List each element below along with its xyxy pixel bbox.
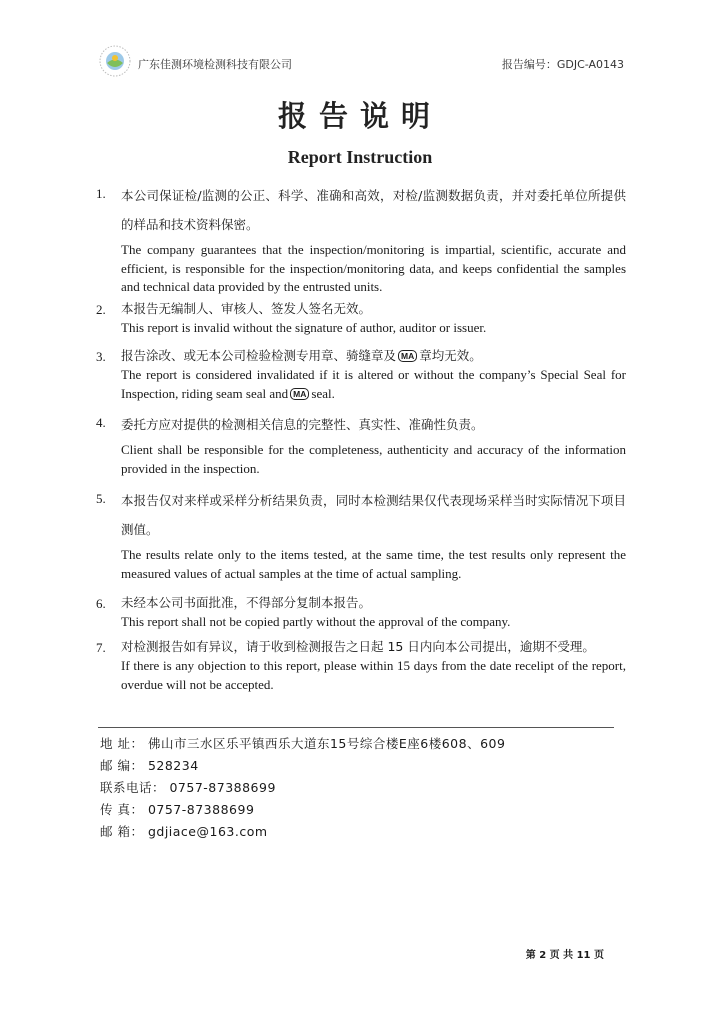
- item-number: 5.: [96, 491, 106, 506]
- item-text-english: This report is invalid without the signature of author, auditor or issuer.: [121, 320, 487, 335]
- item-text-chinese: 未经本公司书面批准，不得部分复制本报告。: [121, 595, 372, 610]
- item-text-chinese: 本报告无编制人、审核人、签发人签名无效。: [121, 301, 372, 316]
- item-text-english: The company guarantees that the inspection/monitoring is impartial, scientific, accurate and efficient, is responsible for the inspection/monitoring data, and keeps confidential the samples and technical data provided by the entrusted units.: [121, 242, 626, 294]
- item-text-chinese: 本公司保证检/监测的公正、科学、准确和高效，对检/监测数据负责，并对委托单位所提供的样品和技术资料保密。: [121, 188, 626, 232]
- contact-phone: 联系电话： 0757-87388699: [100, 780, 276, 795]
- item-number: 2.: [96, 302, 106, 317]
- page-title-english: Report Instruction: [287, 147, 433, 167]
- item-text-after-mark: 章均无效。: [419, 348, 482, 363]
- page-title-chinese: 报告说明: [277, 99, 442, 133]
- instruction-item-1: [96, 181, 626, 297]
- item-text-chinese: 对检测报告如有异议，请于收到检测报告之日起 15 日内向本公司提出，逾期不受理。: [121, 639, 595, 654]
- item-text-chinese: 本报告仅对来样或采样分析结果负责，同时本检测结果仅代表现场采样当时实际情况下项目测值。: [121, 493, 626, 537]
- item-number: 1.: [96, 186, 106, 201]
- instruction-item-7: [96, 637, 626, 694]
- item-text-english: The results relate only to the items tested, at the same time, the test results only represent the measured values of actual samples at the time of actual sampling.: [121, 547, 626, 581]
- item-text-english: If there is any objection to this report, please within 15 days from the date recelipt of the report, overdue will not be accepted.: [121, 658, 626, 692]
- instruction-item-5: [96, 486, 626, 583]
- item-number: 3.: [96, 349, 106, 364]
- instruction-item-6: [96, 593, 626, 632]
- item-number: 7.: [96, 640, 106, 655]
- item-text-before-mark: 报告涂改、或无本公司检验检测专用章、骑缝章及: [121, 348, 397, 363]
- item-number: 6.: [96, 596, 106, 611]
- company-seal-logo-icon: [98, 44, 132, 78]
- item-text-chinese: [121, 346, 626, 366]
- item-text-chinese: 委托方应对提供的检测相关信息的完整性、真实性、准确性负责。: [121, 417, 484, 432]
- item-text-english: This report shall not be copied partly without the approval of the company.: [121, 614, 511, 629]
- contact-email: 邮 箱： gdjiace@163.com: [100, 824, 268, 839]
- company-name: 广东佳测环境检测科技有限公司: [138, 58, 292, 71]
- page-header: [98, 44, 624, 80]
- item-number: 4.: [96, 415, 106, 430]
- item-text-english: Client shall be responsible for the completeness, authenticity and accuracy of the information provided in the inspection.: [121, 442, 626, 476]
- section-divider: [98, 727, 614, 728]
- item-text-after-mark: seal.: [311, 385, 335, 401]
- contact-postcode: 邮 编： 528234: [100, 758, 199, 773]
- contact-fax: 传 真： 0757-87388699: [100, 802, 255, 817]
- cma-mark: MA: [398, 350, 417, 362]
- instruction-item-2: [96, 299, 626, 338]
- page-number: 第 2 页 共 11 页: [525, 950, 604, 961]
- item-text-english: [121, 366, 626, 403]
- contact-address: 地 址： 佛山市三水区乐平镇西乐大道东15号综合楼E座6楼608、609: [100, 736, 506, 751]
- contact-info: [100, 733, 505, 843]
- item-text-before-mark: The report is considered invalidated if it is altered or without the company’s Special Seal for Inspection, riding seam seal and: [121, 367, 626, 401]
- instruction-item-4: [96, 410, 626, 478]
- instruction-item-3: [96, 346, 626, 403]
- cma-mark: MA: [290, 388, 309, 400]
- report-number: 报告编号：GDJC-A0143: [501, 58, 624, 71]
